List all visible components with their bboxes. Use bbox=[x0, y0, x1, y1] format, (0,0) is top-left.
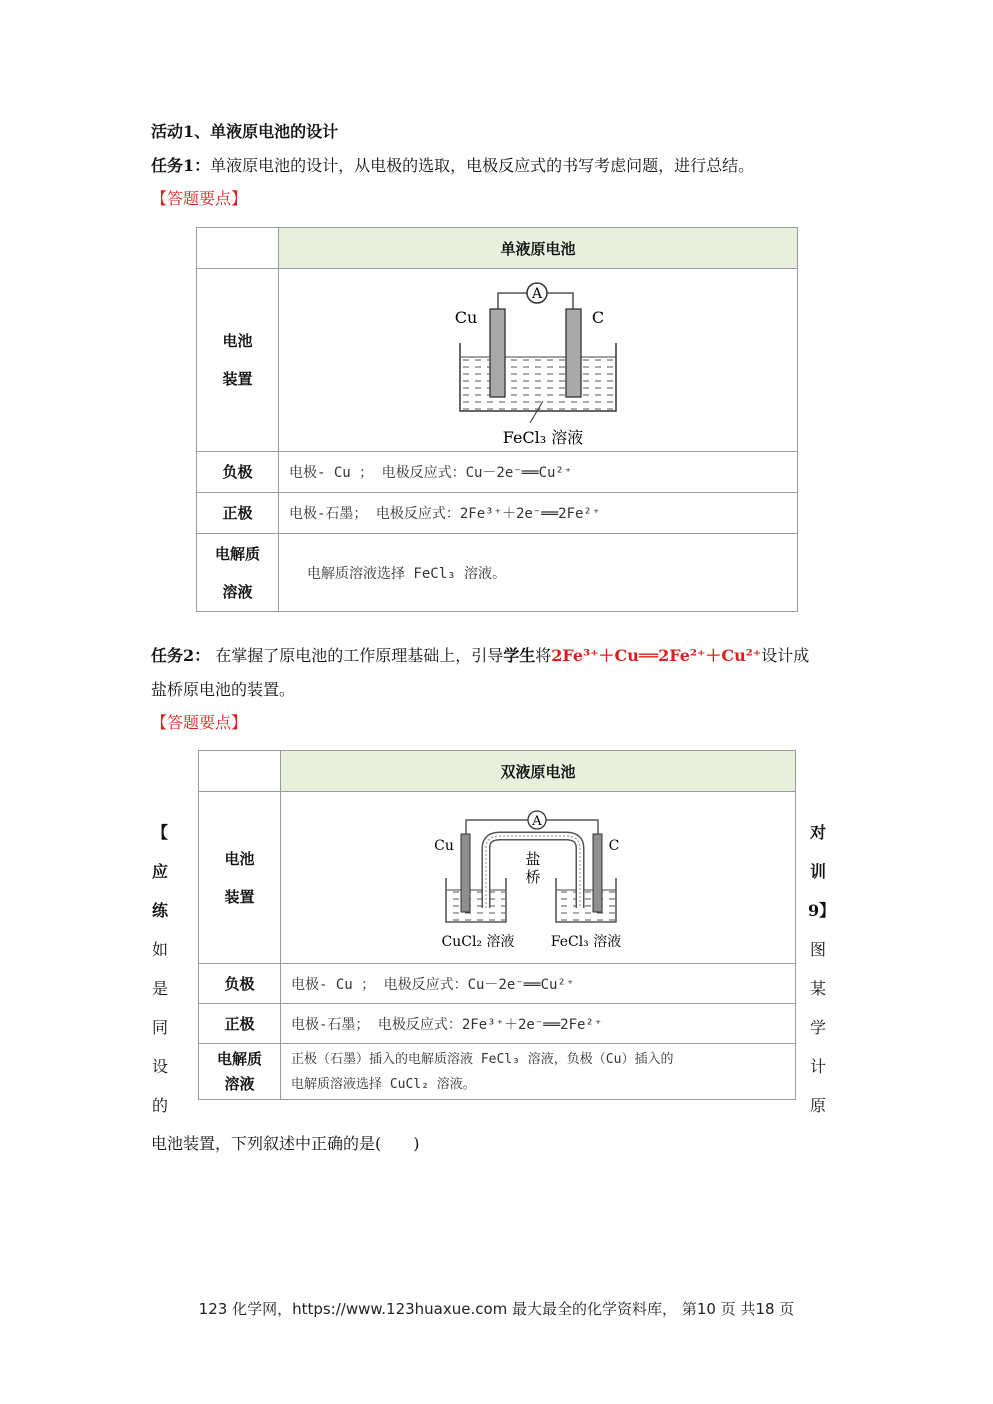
side-left-char: 应 bbox=[151, 862, 168, 881]
task1-label: 任务1： bbox=[151, 156, 211, 175]
positive-content: 电极-石墨； 电极反应式：2Fe³⁺＋2e⁻══2Fe²⁺ bbox=[279, 493, 798, 534]
device-label-line2: 装置 bbox=[224, 887, 255, 906]
cu-label: Cu bbox=[454, 307, 478, 327]
side-right-char: 训 bbox=[809, 862, 826, 881]
task2-equation: 2Fe³⁺＋Cu══2Fe²⁺＋Cu²⁺ bbox=[551, 646, 762, 665]
double-cell-table bbox=[198, 750, 796, 1100]
side-left-char: 设 bbox=[151, 1057, 168, 1076]
right-liquid bbox=[557, 890, 615, 921]
electrolyte-liquid bbox=[461, 357, 615, 410]
cu-electrode bbox=[461, 834, 470, 912]
side-right-char: 学 bbox=[809, 1018, 826, 1037]
side-right-char: 计 bbox=[809, 1057, 826, 1076]
device-label-line2: 装置 bbox=[222, 370, 253, 388]
table-header: 双液原电池 bbox=[281, 751, 796, 792]
device-label-line1: 电池 bbox=[224, 849, 255, 868]
side-right-char: 9】 bbox=[808, 901, 836, 920]
positive-label: 正极 bbox=[199, 1004, 281, 1044]
side-left-char: 【 bbox=[151, 823, 168, 842]
activity-title: 活动1、单液原电池的设计 bbox=[151, 122, 339, 141]
task2-text-c: 将 bbox=[535, 646, 552, 665]
side-right-char: 图 bbox=[809, 940, 826, 959]
left-liquid bbox=[447, 890, 505, 921]
task2-text-b: 学生 bbox=[503, 646, 536, 665]
table-corner-cell bbox=[199, 751, 281, 792]
side-left-char: 练 bbox=[151, 901, 168, 920]
device-label bbox=[199, 792, 281, 964]
single-cell-diagram bbox=[438, 273, 638, 448]
solution-label: FeCl₃ 溶液 bbox=[502, 427, 584, 447]
electrolyte-line2: 电解质溶液选择 CuCl₂ 溶液。 bbox=[291, 1076, 476, 1092]
electrolyte-label-line1: 电解质 bbox=[216, 1049, 262, 1068]
cu-electrode bbox=[490, 309, 505, 397]
left-solution-label: CuCl₂ 溶液 bbox=[441, 933, 515, 950]
c-label: C bbox=[608, 837, 620, 854]
task2-text-a: 在掌握了原电池的工作原理基础上，引导 bbox=[210, 646, 504, 665]
task2-text-d: 设计成 bbox=[761, 646, 810, 665]
question-line: 电池装置，下列叙述中正确的是( ) bbox=[151, 1134, 420, 1153]
page-footer: 123 化学网，https://www.123huaxue.com 最大最全的化学资料库， 第10 页 共18 页 bbox=[198, 1300, 795, 1318]
answer-points-label: 【答题要点】 bbox=[151, 189, 248, 208]
table-corner-cell bbox=[197, 228, 279, 269]
device-diagram-cell bbox=[281, 792, 796, 964]
negative-label: 负极 bbox=[199, 964, 281, 1004]
task2-label: 任务2： bbox=[151, 646, 211, 665]
positive-label: 正极 bbox=[197, 493, 279, 534]
electrolyte-label-line2: 溶液 bbox=[224, 1074, 255, 1093]
ammeter-label: A bbox=[531, 285, 543, 302]
negative-content: 电极- Cu ； 电极反应式：Cu－2e⁻══Cu²⁺ bbox=[281, 964, 796, 1004]
side-left-char: 是 bbox=[151, 979, 168, 998]
cu-label: Cu bbox=[434, 837, 454, 854]
c-label: C bbox=[591, 307, 605, 327]
side-left-char: 同 bbox=[151, 1018, 168, 1037]
ammeter-label: A bbox=[532, 813, 542, 829]
table-header: 单液原电池 bbox=[279, 228, 798, 269]
bridge-label-2: 桥 bbox=[525, 867, 541, 886]
c-electrode bbox=[566, 309, 581, 397]
side-left-char: 如 bbox=[151, 940, 168, 959]
answer-points-label-2: 【答题要点】 bbox=[151, 713, 248, 732]
electrolyte-label-line2: 溶液 bbox=[222, 582, 253, 601]
electrolyte-content: 电解质溶液选择 FeCl₃ 溶液。 bbox=[279, 534, 798, 612]
positive-content: 电极-石墨； 电极反应式：2Fe³⁺＋2e⁻══2Fe²⁺ bbox=[281, 1004, 796, 1044]
side-right-char: 原 bbox=[809, 1096, 826, 1115]
task2-line bbox=[151, 644, 809, 668]
electrolyte-label bbox=[197, 534, 279, 612]
side-right-char: 某 bbox=[809, 979, 826, 998]
electrolyte-label-line1: 电解质 bbox=[214, 544, 260, 563]
device-diagram-cell bbox=[279, 269, 798, 452]
negative-label: 负极 bbox=[197, 452, 279, 493]
task1-text: 单液原电池的设计，从电极的选取，电极反应式的书写考虑问题，进行总结。 bbox=[210, 156, 755, 175]
task1-line bbox=[151, 154, 754, 178]
electrolyte-line1: 正极（石墨）插入的电解质溶液 FeCl₃ 溶液，负极（Cu）插入的 bbox=[291, 1051, 674, 1067]
c-electrode bbox=[593, 834, 602, 912]
device-label-line1: 电池 bbox=[222, 332, 253, 350]
device-label bbox=[197, 269, 279, 452]
right-solution-label: FeCl₃ 溶液 bbox=[550, 933, 622, 950]
single-cell-table bbox=[196, 227, 798, 612]
electrolyte-label bbox=[199, 1044, 281, 1100]
task2-line2: 盐桥原电池的装置。 bbox=[151, 680, 296, 699]
side-right-char: 对 bbox=[809, 823, 826, 842]
double-cell-diagram bbox=[428, 798, 648, 958]
negative-content: 电极- Cu ； 电极反应式：Cu－2e⁻══Cu²⁺ bbox=[279, 452, 798, 493]
electrolyte-content bbox=[281, 1044, 796, 1100]
side-left-char: 的 bbox=[151, 1096, 168, 1115]
bridge-label-1: 盐 bbox=[525, 849, 541, 868]
